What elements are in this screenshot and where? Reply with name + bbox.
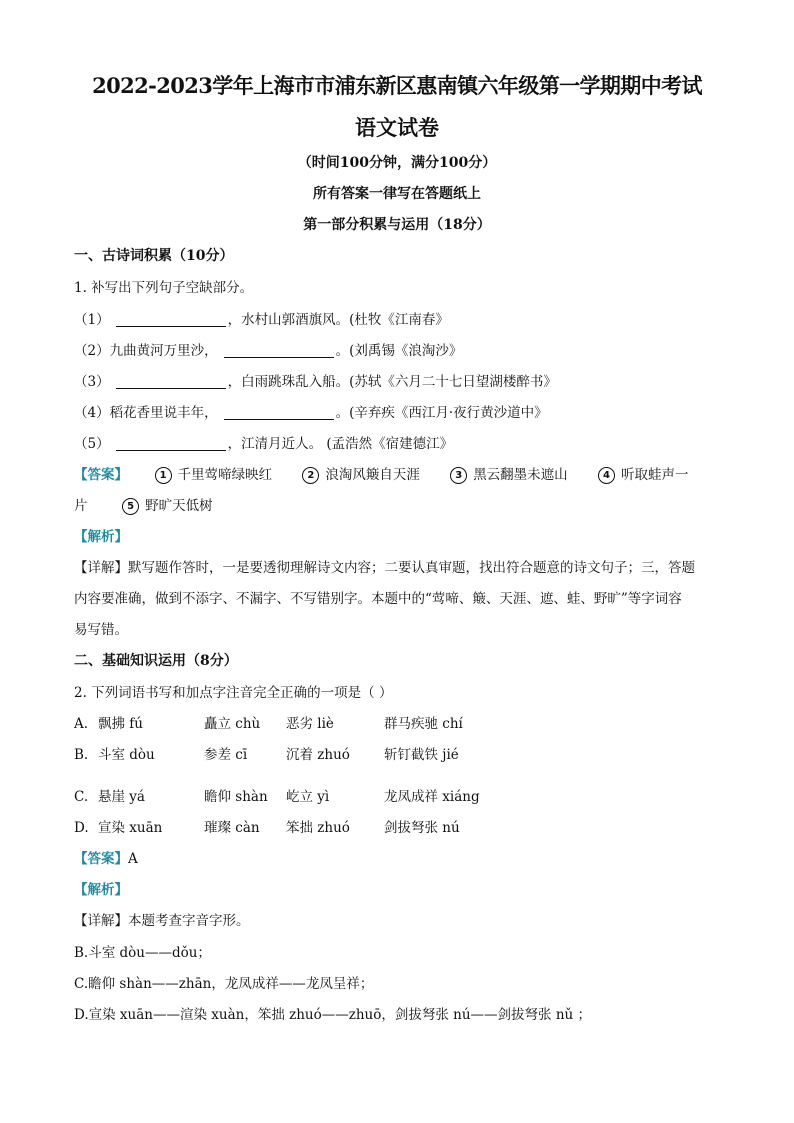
exam-title: 2022-2023学年上海市市浦东新区惠南镇六年级第一学期期中考试 [92, 73, 702, 98]
q1-prompt: 1. 补写出下列句子空缺部分。 [74, 280, 254, 296]
section2-heading: 二、基础知识运用（8分） [74, 653, 238, 669]
exam-note: 所有答案一律写在答题纸上 [313, 186, 481, 202]
q2-correction: B.斗室 dòu——dǒu； [74, 945, 211, 961]
section1-heading: 一、古诗词积累（10分） [74, 248, 234, 264]
q1-item: （4）稻花香里说丰年， 。(辛弃疾《西江月·夜行黄沙道中》 [74, 405, 548, 421]
answer-tag: 【答案】 [74, 851, 128, 867]
q1-item: （5） ，江清月近人。 (孟浩然《宿建德江》 [74, 436, 454, 452]
answer-item: 2 浪淘风簸自天涯 [302, 463, 420, 484]
q1-answer-row-cont: 片 5 野旷天低树 [74, 498, 213, 514]
q1-item: （1） ，水村山郭酒旗风。(杜牧《江南春》 [74, 312, 449, 328]
part-heading: 第一部分积累与运用（18分） [303, 217, 491, 233]
q1-item: （2）九曲黄河万里沙， 。(刘禹锡《浪淘沙》 [74, 343, 463, 359]
analysis-tag: 【解析】 [74, 529, 128, 545]
answer-blank[interactable] [224, 343, 334, 358]
answer-blank[interactable] [224, 405, 334, 420]
answer-item: 1 千里莺啼绿映红 [155, 463, 273, 484]
q2-correction: C.瞻仰 shàn——zhān，龙凤成祥——龙凤呈祥； [74, 976, 374, 992]
answer-blank[interactable] [116, 312, 226, 327]
q2-analysis-tag: 【解析】 [74, 882, 128, 898]
q2-correction: D.宣染 xuān——渲染 xuàn，笨拙 zhuó——zhuō，剑拔弩张 nú——剑拔弩张 nǔ ； [74, 1007, 592, 1023]
q1-answer-row [74, 463, 688, 484]
answer-tag: 【答案】 [74, 467, 128, 483]
q2-prompt: 2. 下列词语书写和加点字注音完全正确的一项是（ ） [74, 685, 393, 701]
q2-option-d[interactable]: D. 宣染 xuān 璀璨 càn 笨拙 zhuó 剑拔弩张 nú [74, 820, 460, 836]
circled-number: 4 [598, 467, 615, 484]
detail-line: 易写错。 [74, 622, 128, 638]
circled-number: 3 [450, 467, 467, 484]
circled-number: 5 [122, 498, 139, 515]
exam-subtitle: 语文试卷 [355, 115, 439, 140]
q2-option-b[interactable]: B. 斗室 dòu 参差 cī 沉着 zhuó 斩钉截铁 jié [74, 747, 459, 763]
answer-item: 3 黑云翻墨未遮山 [450, 463, 568, 484]
exam-time: （时间100分钟，满分100分） [297, 155, 497, 171]
answer-blank[interactable] [116, 374, 226, 389]
circled-number: 2 [302, 467, 319, 484]
answer-blank[interactable] [116, 436, 226, 451]
q2-detail: 【详解】本题考查字音字形。 [74, 913, 250, 929]
q1-item: （3） ，白雨跳珠乱入船。(苏轼《六月二十七日望湖楼醉书》 [74, 374, 557, 390]
q2-option-a[interactable]: A. 飘拂 fú 矗立 chù 恶劣 liè 群马疾驰 chí [74, 716, 463, 732]
circled-number: 1 [155, 467, 172, 484]
answer-item: 4 听取蛙声一 [598, 463, 689, 484]
q2-option-c[interactable]: C. 悬崖 yá 瞻仰 shàn 屹立 yì 龙凤成祥 xiáng [74, 789, 480, 805]
detail-line: 【详解】默写题作答时，一是要透彻理解诗文内容；二要认真审题，找出符合题意的诗文句子；三，答题 [74, 560, 695, 576]
q2-answer: 【答案】A [74, 851, 138, 867]
detail-line: 内容要准确，做到不添字、不漏字、不写错别字。本题中的“莺啼、簸、天涯、遮、蛙、野旷”等字词容 [74, 591, 682, 607]
